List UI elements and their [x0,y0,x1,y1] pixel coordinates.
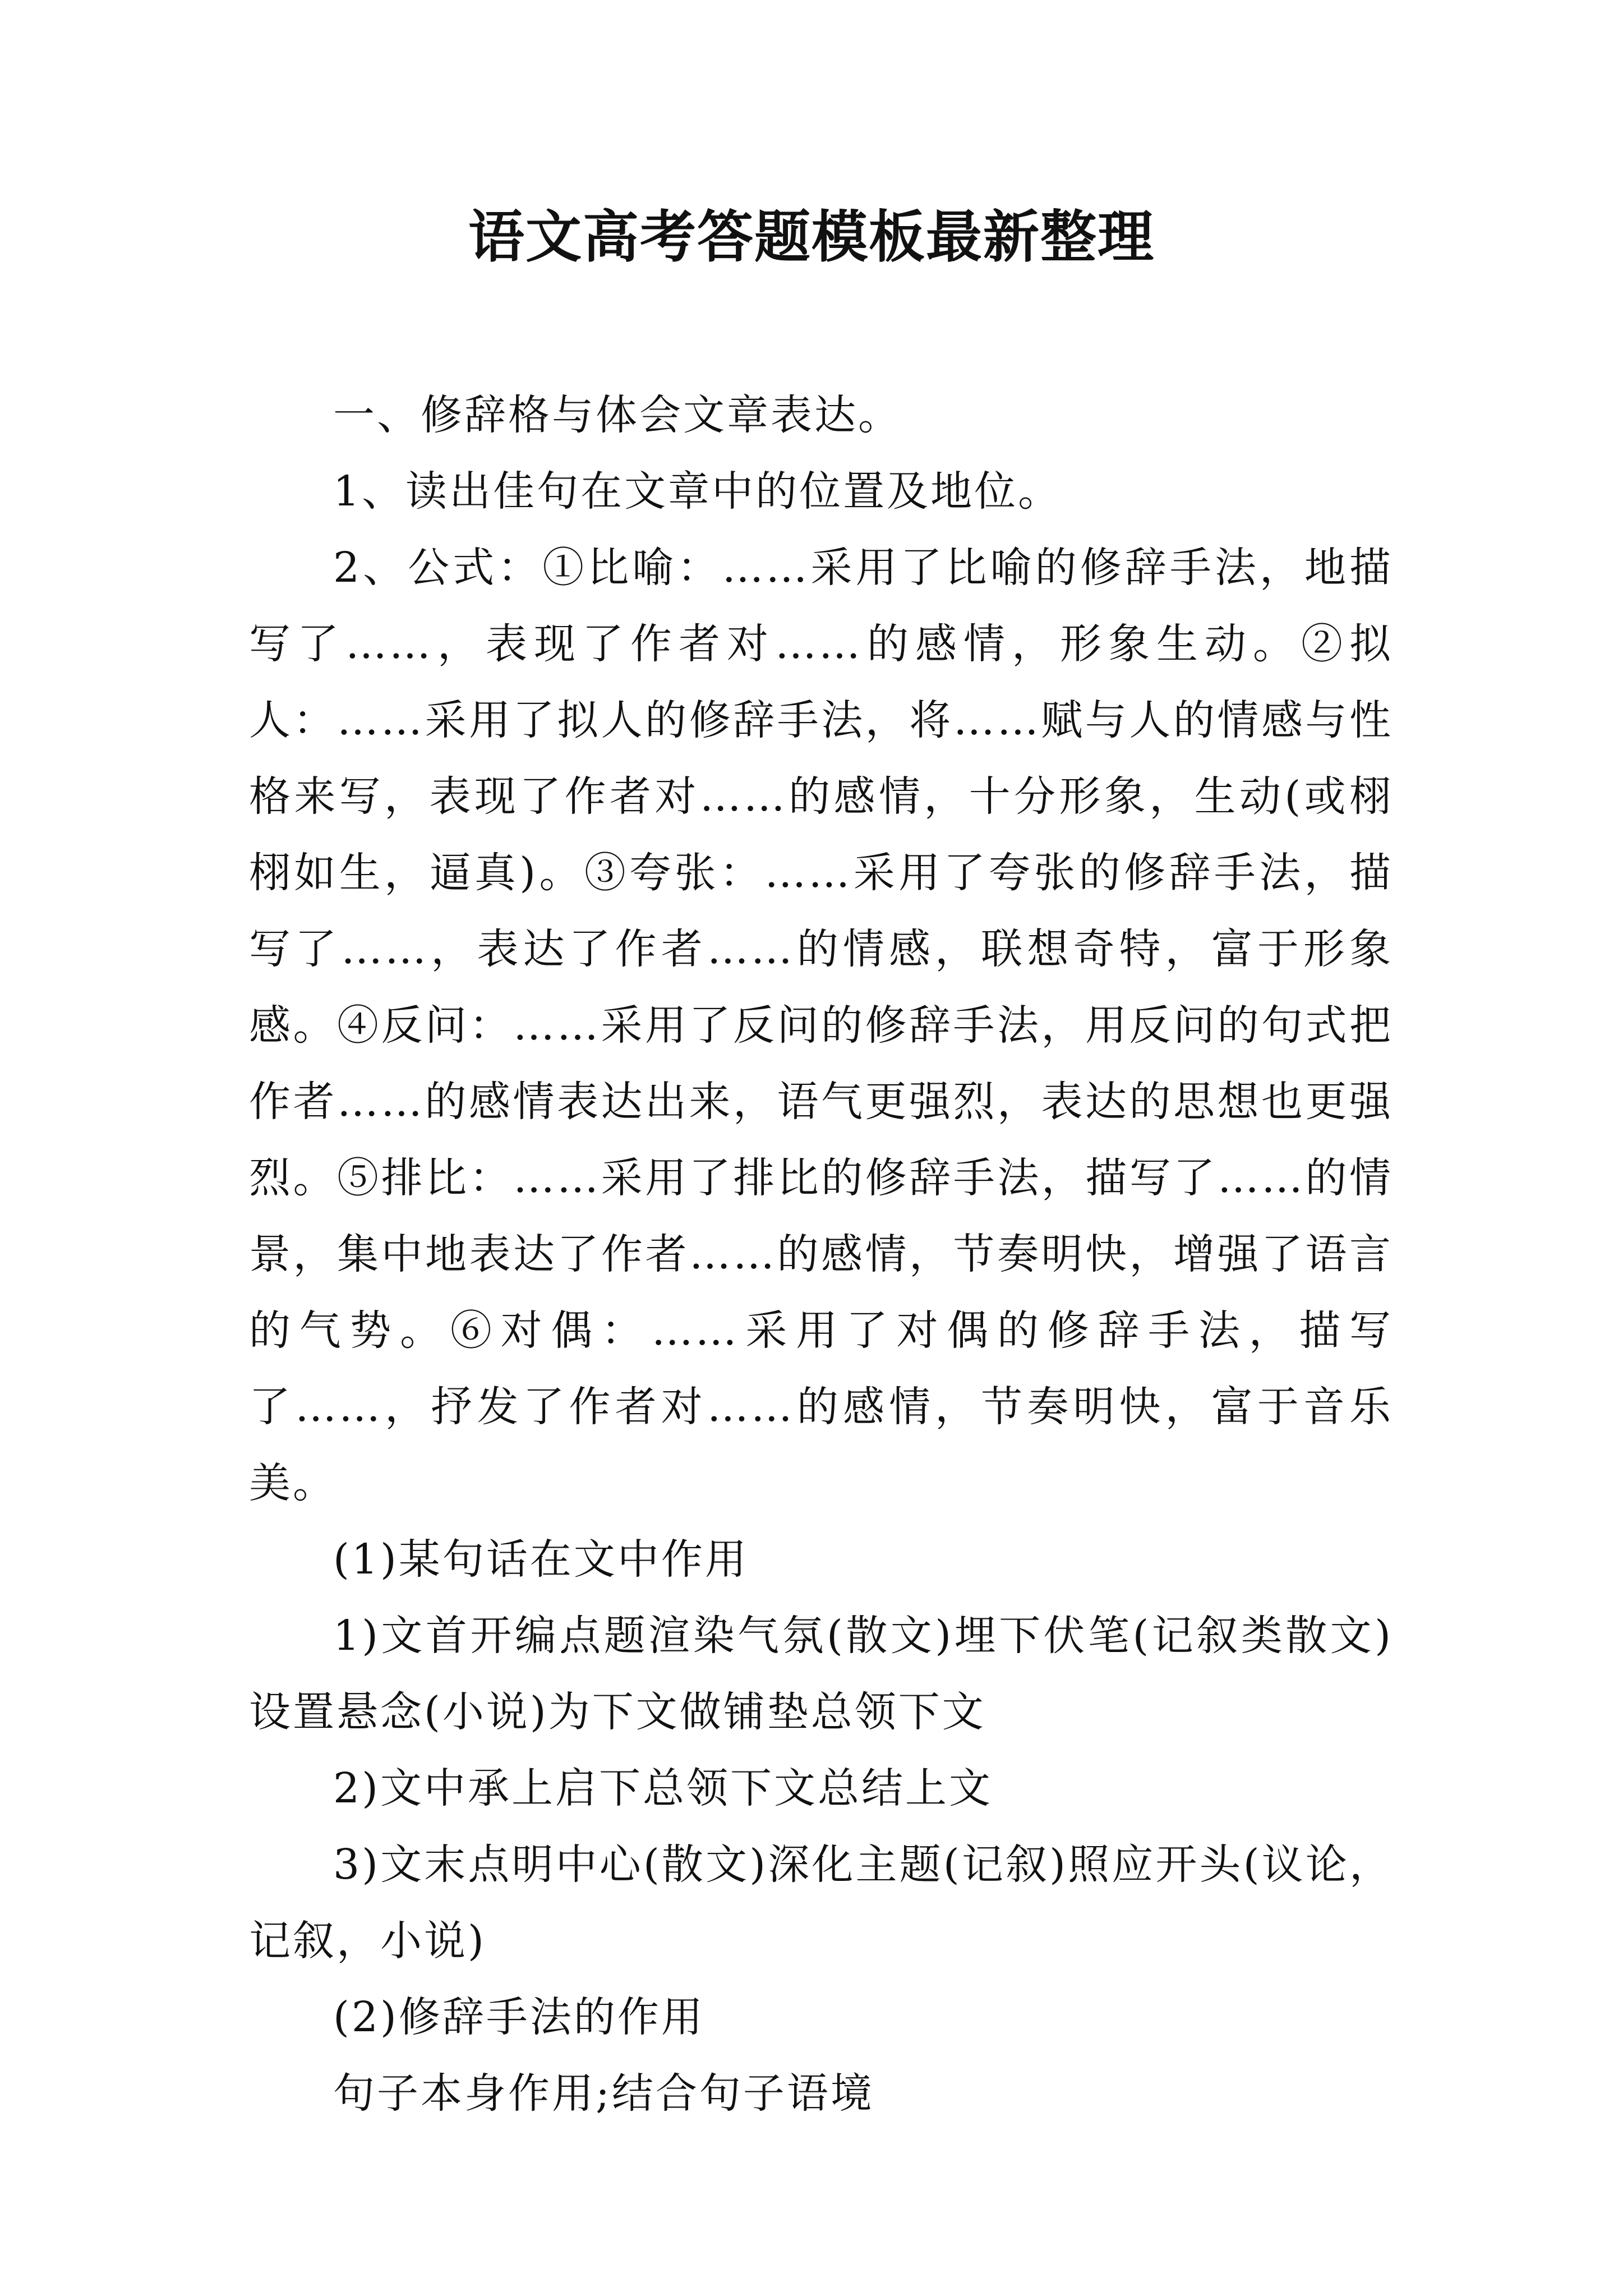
paragraph-sub-item-2: 2)文中承上启下总领下文总结上文 [333,1764,993,1812]
paragraph-subheading-2: (2)修辞手法的作用 [333,1993,705,2041]
paragraph-sub-item-3: 3)文末点明中心(散文)深化主题(记叙)照应开头(议论，记叙，小说) [249,1841,1393,1965]
paragraph-item-2-formulas: 2、公式：①比喻：……采用了比喻的修辞手法，地描写了……，表现了作者对……的感情，形象生动。②拟人：……采用了拟人的修辞手法，将……赋与人的情感与性格来写，表现了作者对……的感情，十分形象，生动(或栩栩如生，逼真)。③夸张：……采用了夸张的修辞手法，描写了……，表达了作者……的情感，联想奇特，富于形象感。④反问：……采用了反问的修辞手法，用反问的句式把作者……的感情表达出来，语气更强烈，表达的思想也更强烈。⑤排比：……采用了排比的修辞手法，描写了……的情景，集中地表达了作者……的感情，节奏明快，增强了语言的气势。⑥对偶：……采用了对偶的修辞手法，描写了……，抒发了作者对……的感情，节奏明快，富于音乐美。 [249,544,1393,1507]
paragraph-subheading-1: (1)某句话在文中作用 [333,1535,749,1584]
paragraph-section-heading: 一、修辞格与体会文章表达。 [333,391,902,439]
document-body [249,377,1393,2132]
document-title: 语文高考答题模板最新整理 [468,204,1155,270]
paragraph-item-1: 1、读出佳句在文章中的位置及地位。 [333,467,1062,516]
paragraph-closing: 句子本身作用;结合句子语境 [333,2069,874,2118]
paragraph-sub-item-1: 1)文首开编点题渲染气氛(散文)埋下伏笔(记叙类散文)设置悬念(小说)为下文做铺垫总领下文 [249,1612,1393,1736]
